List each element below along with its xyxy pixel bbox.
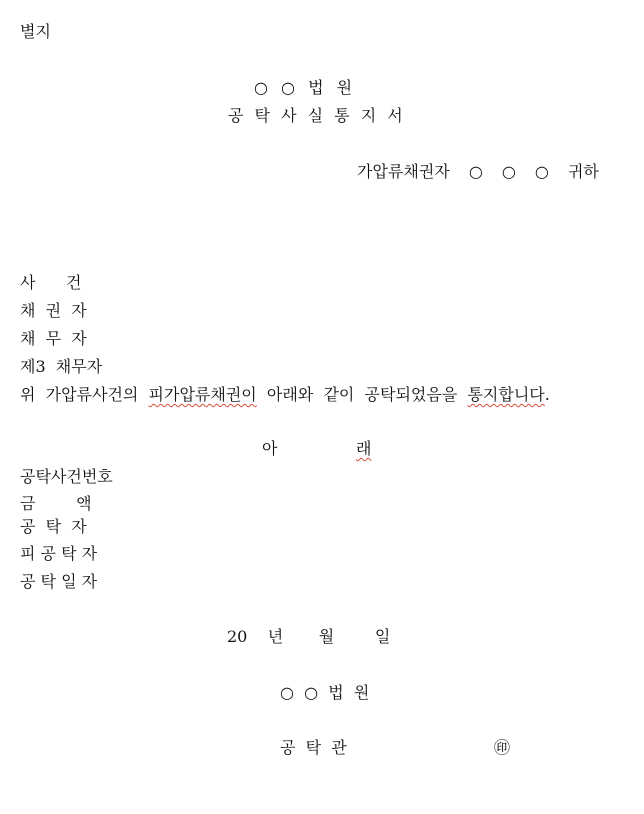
recipient-line: 가압류채권자 ○ ○ ○ 귀하: [357, 162, 599, 181]
notice-sentence: [20, 385, 550, 405]
date-line: 20 년 월 일: [227, 627, 391, 646]
document-title: 공 탁 사 실 통 지 서: [228, 106, 403, 125]
notice-part-2: 아래와 같이 공탁되었음을: [256, 385, 468, 404]
amount-label: 금 액: [20, 494, 92, 513]
below-heading-rae: 래: [356, 439, 372, 458]
depositee-label: 피 공 탁 자: [20, 544, 98, 563]
third-debtor-label: 제3 채무자: [20, 357, 103, 376]
spellcheck-word-2: 통지합니다: [467, 385, 545, 404]
deposit-officer-label: 공 탁 관: [280, 738, 347, 757]
court-name-title: ○ ○ 법 원: [254, 78, 353, 97]
case-label: 사 건: [20, 273, 82, 292]
debtor-label: 채 무 자: [20, 329, 87, 348]
below-heading-a: 아: [262, 439, 278, 458]
attachment-label: 별지: [20, 22, 51, 41]
notice-part-1: 위 가압류사건의: [20, 385, 149, 404]
deposit-case-number-label: 공탁사건번호: [20, 467, 113, 486]
deposit-date-label: 공 탁 일 자: [20, 572, 98, 591]
spellcheck-word-1: 피가압류채권이: [148, 385, 257, 404]
depositor-label: 공 탁 자: [20, 517, 87, 536]
footer-court-name: ○ ○ 법 원: [280, 683, 370, 702]
notice-part-3: .: [544, 385, 550, 404]
seal-mark: ㊞: [494, 738, 511, 757]
creditor-label: 채 권 자: [20, 301, 87, 320]
